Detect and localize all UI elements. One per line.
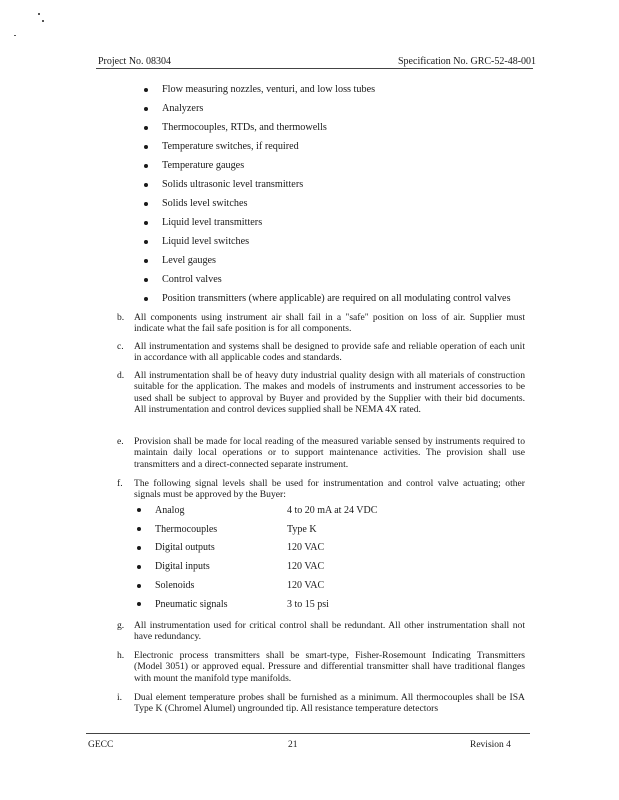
- paragraph-text: All instrumentation and systems shall be designed to provide safe and reliable operation of each unit in accordance with all applicable codes and standards.: [134, 341, 525, 364]
- paragraph-f: [117, 478, 525, 501]
- bullet-icon: [137, 584, 141, 588]
- footer-revision: Revision 4: [470, 740, 511, 750]
- bullet-icon: [144, 221, 148, 225]
- signal-name: Digital outputs: [155, 542, 215, 554]
- bullet-icon: [144, 240, 148, 244]
- paragraph-label: f.: [117, 478, 123, 489]
- header-project-number: Project No. 08304: [98, 56, 172, 67]
- list-item: Liquid level switches: [144, 232, 564, 251]
- list-item: Control valves: [144, 270, 564, 289]
- signal-row: [137, 501, 437, 520]
- scan-speck: [14, 35, 16, 36]
- scan-speck: [42, 20, 44, 22]
- signal-level-list: [137, 501, 437, 614]
- paragraph-b: [117, 312, 525, 335]
- list-item: Thermocouples, RTDs, and thermowells: [144, 118, 564, 137]
- list-item: Flow measuring nozzles, venturi, and low loss tubes: [144, 80, 564, 99]
- signal-value: 4 to 20 mA at 24 VDC: [287, 504, 378, 516]
- bullet-icon: [137, 527, 141, 531]
- paragraph-text: The following signal levels shall be used for instrumentation and control valve actuating; other signals must be approved by the Buyer:: [134, 478, 525, 501]
- bullet-icon: [144, 202, 148, 206]
- header-rule: [96, 68, 533, 69]
- instrument-bullet-list: [144, 80, 564, 308]
- paragraph-d: [117, 370, 525, 416]
- list-item: Position transmitters (where applicable) are required on all modulating control valves: [144, 289, 564, 308]
- paragraph-text: Provision shall be made for local reading of the measured variable sensed by instruments required to maintain daily local operations or to support maintenance activities. The provision shall use transmitters and a direct-connected separate instrument.: [134, 436, 525, 470]
- signal-value: 120 VAC: [287, 561, 325, 573]
- signal-value: Type K: [287, 523, 317, 535]
- signal-row: [137, 539, 437, 558]
- bullet-icon: [144, 164, 148, 168]
- signal-value: 120 VAC: [287, 580, 325, 592]
- paragraph-label: e.: [117, 436, 124, 447]
- paragraph-label: i.: [117, 692, 123, 703]
- list-item: Temperature switches, if required: [144, 137, 564, 156]
- bullet-icon: [137, 602, 141, 606]
- signal-row: [137, 520, 437, 539]
- paragraph-text: All instrumentation shall be of heavy duty industrial quality design with all materials of construction suitable for the application. The makes and models of instruments and instrument accessories to be used shall be subject to approval by Buyer and provided by the Supplier with their bid documents. All instrumentation and control devices supplied shall be NEMA 4X rated.: [134, 370, 525, 416]
- signal-row: [137, 595, 437, 614]
- paragraph-text: Dual element temperature probes shall be furnished as a minimum. All thermocouples shall be ISA Type K (Chromel Alumel) ungrounded tip. All resistance temperature detectors: [134, 692, 525, 715]
- scan-speck: [38, 13, 40, 15]
- bullet-icon: [137, 565, 141, 569]
- paragraph-label: c.: [117, 341, 124, 352]
- paragraph-label: b.: [117, 312, 125, 323]
- paragraph-text: All instrumentation used for critical control shall be redundant. All other instrumentation shall not have redundancy.: [134, 620, 525, 643]
- paragraph-h: [117, 650, 525, 684]
- paragraph-g: [117, 620, 525, 643]
- signal-row: [137, 576, 437, 595]
- signal-name: Digital inputs: [155, 561, 210, 573]
- list-item: Solids level switches: [144, 194, 564, 213]
- bullet-icon: [144, 145, 148, 149]
- bullet-icon: [137, 508, 141, 512]
- signal-name: Analog: [155, 504, 185, 516]
- bullet-icon: [144, 278, 148, 282]
- paragraph-i: [117, 692, 525, 715]
- list-item: Level gauges: [144, 251, 564, 270]
- paragraph-label: g.: [117, 620, 125, 631]
- signal-row: [137, 557, 437, 576]
- footer-page-number: 21: [288, 740, 298, 750]
- signal-value: 120 VAC: [287, 542, 325, 554]
- signal-name: Pneumatic signals: [155, 598, 228, 610]
- footer-company: GECC: [88, 740, 114, 750]
- bullet-icon: [144, 107, 148, 111]
- signal-name: Thermocouples: [155, 523, 218, 535]
- paragraph-e: [117, 436, 525, 470]
- bullet-icon: [144, 183, 148, 187]
- header-spec-number: Specification No. GRC-52-48-001: [398, 56, 537, 67]
- signal-value: 3 to 15 psi: [287, 598, 329, 610]
- paragraph-label: d.: [117, 370, 125, 381]
- list-item: Liquid level transmitters: [144, 213, 564, 232]
- list-item: Temperature gauges: [144, 156, 564, 175]
- bullet-icon: [137, 546, 141, 550]
- footer-rule: [86, 733, 530, 734]
- list-item: Solids ultrasonic level transmitters: [144, 175, 564, 194]
- paragraph-text: Electronic process transmitters shall be smart-type, Fisher-Rosemount Indicating Transmitters (Model 3051) or approved equal. Pressure and differential transmitter shall have traditional flanges with mount the manifold type manifolds.: [134, 650, 525, 684]
- bullet-icon: [144, 126, 148, 130]
- bullet-icon: [144, 88, 148, 92]
- list-item: Analyzers: [144, 99, 564, 118]
- paragraph-c: [117, 341, 525, 364]
- paragraph-text: All components using instrument air shall fail in a "safe" position on loss of air. Supplier must indicate what the fail safe position is for all components.: [134, 312, 525, 335]
- bullet-icon: [144, 297, 148, 301]
- signal-name: Solenoids: [155, 580, 195, 592]
- bullet-icon: [144, 259, 148, 263]
- paragraph-label: h.: [117, 650, 125, 661]
